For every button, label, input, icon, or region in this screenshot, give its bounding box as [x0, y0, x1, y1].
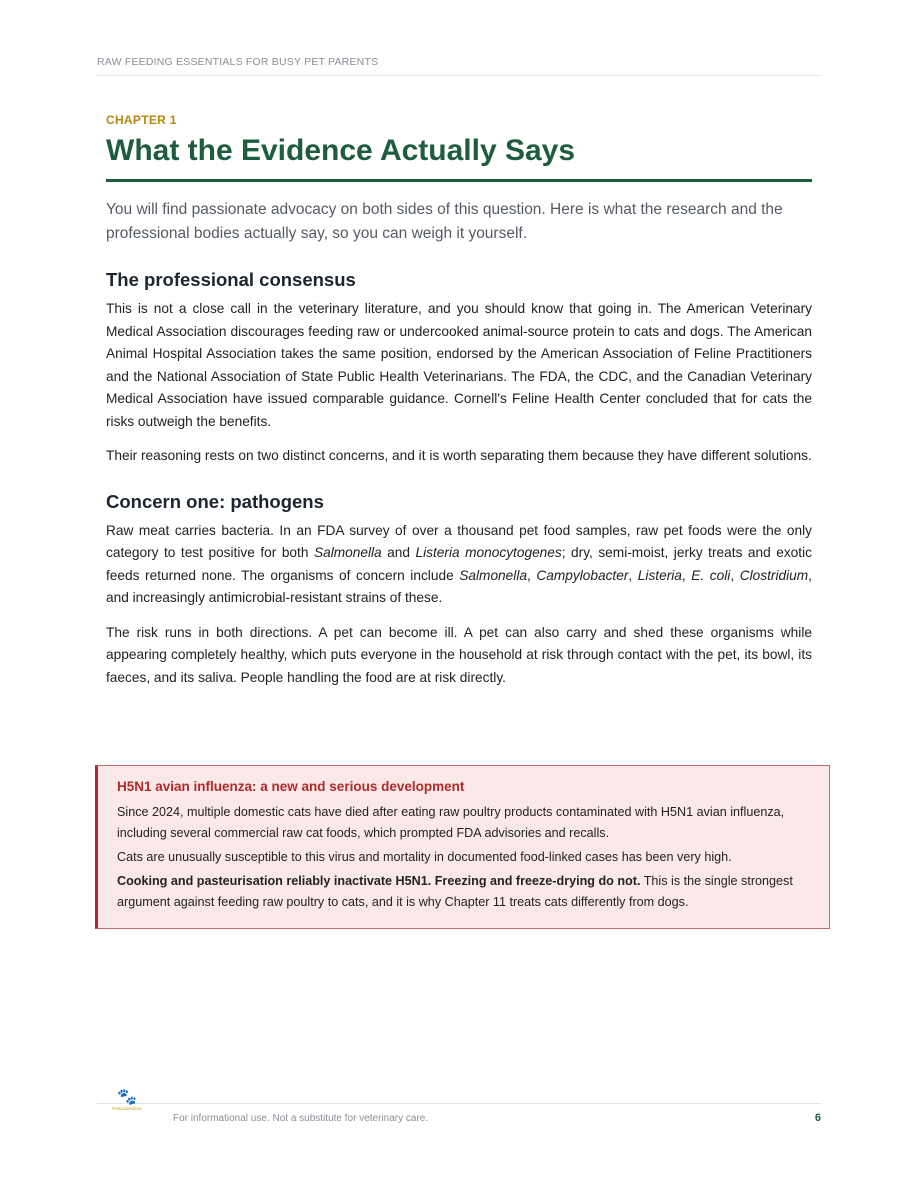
paw-icon: 🐾 [117, 1089, 137, 1106]
callout-paragraph: Cats are unusually susceptible to this virus and mortality in documented food-linked cases has been very high. [117, 850, 732, 864]
callout-emphasis: Cooking and pasteurisation reliably inactivate H5N1. Freezing and freeze-drying do not. [117, 874, 641, 888]
species-name: Clostridium [739, 567, 809, 583]
h5n1-alert-callout [95, 765, 830, 929]
section-heading-pathogens: Concern one: pathogens [106, 490, 324, 512]
brand-logo [106, 1090, 148, 1112]
chapter-label: CHAPTER 1 [106, 113, 177, 127]
chapter-title: What the Evidence Actually Says [106, 133, 812, 182]
logo-text: PetGuideStore [112, 1106, 142, 1111]
page-number: 6 [814, 1112, 821, 1124]
chapter-content [106, 113, 812, 701]
section-heading-consensus: The professional consensus [106, 269, 356, 290]
footer-disclaimer: For informational use. Not a substitute for veterinary care. [173, 1113, 429, 1124]
paragraph: This is not a close call in the veterinary literature, and you should know that going in. The American Veterinary Medical Association discourages feeding raw or undercooked animal-source protein to cats and dogs. The American Animal Hospital Association takes the same position, endorsed by the American Association of Feline Practitioners and the National Association of State Public Health Veterinarians. The FDA, the CDC, and the Canadian Veterinary Medical Association have issued comparable guidance. Cornell's Feline Health Center concluded that for cats the risks outweigh the benefits. [106, 301, 812, 429]
species-name: Campylobacter [536, 567, 629, 583]
chapter-intro: You will find passionate advocacy on both sides of this question. Here is what the research and the professional bodies actually say, so you can weigh it yourself. [106, 201, 783, 242]
species-name: E. coli [691, 567, 731, 583]
running-header: RAW FEEDING ESSENTIALS FOR BUSY PET PARENTS [97, 56, 821, 76]
footer-divider [97, 1103, 821, 1104]
species-name: Listeria [637, 567, 682, 583]
paragraph-pathogens: Raw meat carries bacteria. In an FDA survey of over a thousand pet food samples, raw pet foods were the only category to test positive for both Salmonella and Listeria monocytogenes; dry, semi-moist, jerky treats and exotic feeds returned none. The organisms of concern include Salmonella, Campylobacter, Listeria, E. coli, Clostridium, and increasingly antimicrobial-resistant strains of these. [106, 522, 812, 605]
paragraph: Their reasoning rests on two distinct concerns, and it is worth separating them because they have different solutions. [106, 448, 812, 463]
species-name: Salmonella [459, 567, 527, 583]
species-name: Listeria monocytogenes [415, 545, 562, 560]
species-name: Salmonella [313, 545, 382, 560]
paragraph: The risk runs in both directions. A pet can become ill. A pet can also carry and shed these organisms while appearing completely healthy, which puts everyone in the household at risk through contact with the pet, its bowl, its faeces, and its saliva. People handling the food are at risk directly. [106, 624, 812, 685]
callout-title: H5N1 avian influenza: a new and serious development [117, 779, 465, 794]
callout-paragraph: Since 2024, multiple domestic cats have died after eating raw poultry products contaminated with H5N1 avian influenza, including several commercial raw cat foods, which prompted FDA advisories and recalls. [117, 805, 785, 840]
callout-paragraph: Cooking and pasteurisation reliably inactivate H5N1. Freezing and freeze-drying do not. This is the single strongest argument against feeding raw poultry to cats, and it is why Chapter 11 treats cats differently from dogs. [117, 874, 793, 909]
